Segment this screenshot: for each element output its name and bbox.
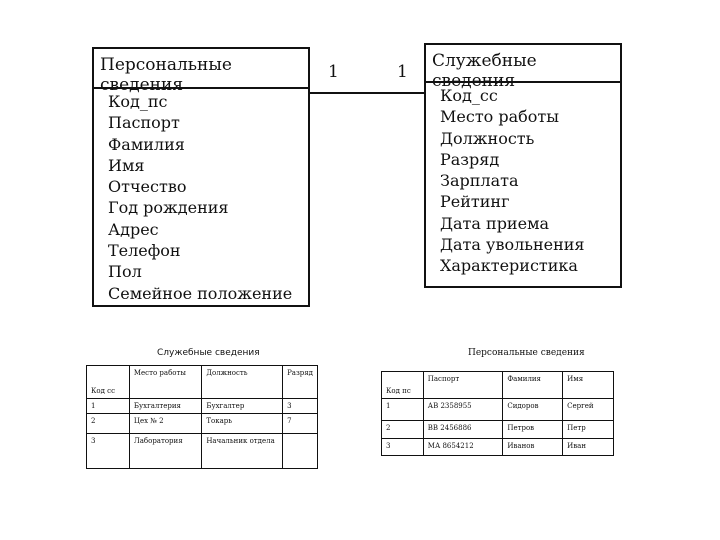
table-header-row [87,366,318,399]
column-header: Код пс [382,372,424,399]
table-cell: 1 [87,399,130,414]
table-cell [283,434,318,469]
table-cell: 2 [87,414,130,434]
table-row [87,399,318,414]
table-caption: Служебные сведения [157,348,260,358]
table-cell: Лаборатория [129,434,201,469]
service-table [86,365,318,469]
entity-field: Код_пс [108,92,168,111]
column-header: Фамилия [503,372,563,399]
entity-field: Дата увольнения [440,235,585,255]
table-cell: Цех № 2 [129,414,201,434]
relationship-line [308,92,424,94]
table-row [87,414,318,434]
table-cell: 3 [87,434,130,469]
entity-field: Место работы [440,107,560,127]
table-header-row [382,372,614,399]
entity-field: Пол [108,262,142,282]
entity-field: Код_сс [440,86,498,105]
entity-field: Должность [440,128,535,148]
table-cell: МА 8654212 [423,439,503,456]
entity-field: Рейтинг [440,192,510,212]
table-cell: 1 [382,399,424,421]
entity-field: Семейное положение [108,283,293,303]
table-cell: Петров [503,421,563,439]
entity-field: Телефон [108,241,181,261]
column-header: Разряд [283,366,318,399]
table-cell: 3 [382,439,424,456]
column-header: Должность [202,366,283,399]
table-cell: Сидоров [503,399,563,421]
table-cell: Бухгалтерия [129,399,201,414]
table-cell: Иванов [503,439,563,456]
table-caption: Персональные сведения [468,348,585,358]
column-header: Код сс [87,366,130,399]
entity-field: Имя [108,155,145,175]
table-cell: ВВ 2456886 [423,421,503,439]
table-cell: Сергей [563,399,614,421]
table-cell: Петр [563,421,614,439]
entity-field: Зарплата [440,171,519,191]
entity-field: Фамилия [108,134,185,154]
personal-table [381,371,614,456]
table-cell: Начальник отдела [202,434,283,469]
table-cell: Токарь [202,414,283,434]
entity-service [424,43,622,288]
entity-field: Адрес [108,219,159,239]
table-row [87,434,318,469]
entity-field: Паспорт [108,113,180,133]
entity-title: Персональные сведения [94,49,308,89]
entity-fields [94,89,308,304]
table-cell: 3 [283,399,318,414]
column-header: Паспорт [423,372,503,399]
table-cell: АВ 2358955 [423,399,503,421]
column-header: Имя [563,372,614,399]
entity-fields [426,83,620,277]
entity-field: Разряд [440,149,500,169]
table-row [382,399,614,421]
table-cell: Иван [563,439,614,456]
entity-field: Год рождения [108,198,229,218]
cardinality-left: 1 [328,62,339,82]
entity-personal [92,47,310,307]
entity-field: Дата приема [440,213,550,233]
table-cell: 2 [382,421,424,439]
entity-title: Служебные сведения [426,45,620,83]
table-row [382,439,614,456]
table-cell: Бухгалтер [202,399,283,414]
cardinality-right: 1 [397,62,408,82]
entity-field: Отчество [108,177,187,197]
table-row [382,421,614,439]
column-header: Место работы [129,366,201,399]
table-cell: 7 [283,414,318,434]
entity-field: Характеристика [440,256,578,276]
